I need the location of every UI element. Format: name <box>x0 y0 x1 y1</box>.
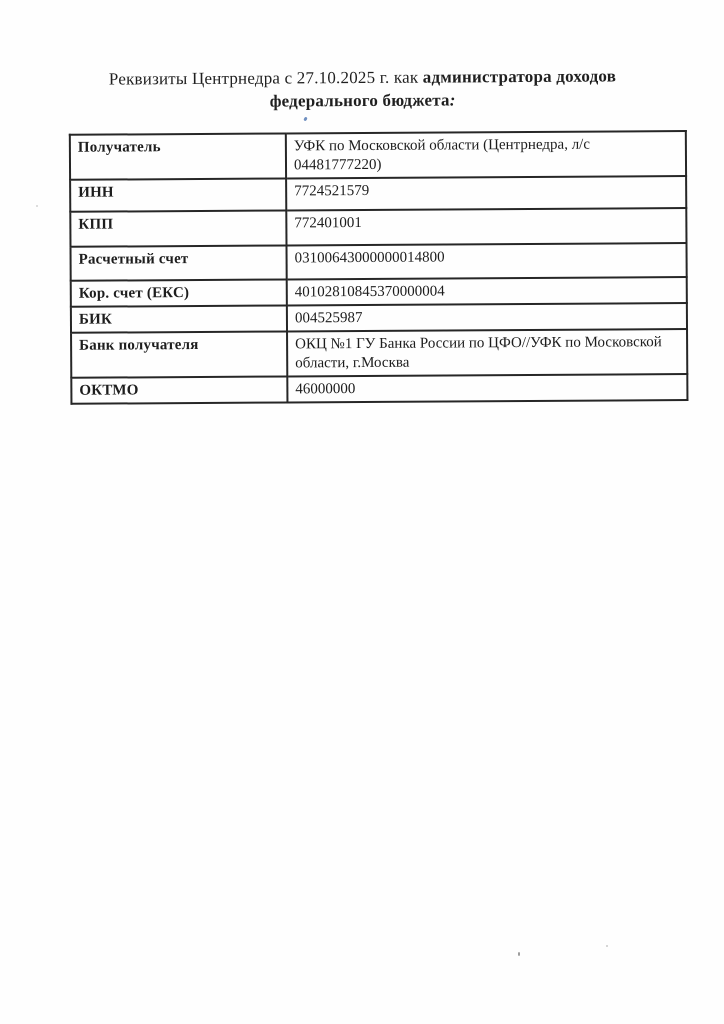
scan-artifact-speck <box>518 952 520 956</box>
scan-artifact-speck <box>606 945 608 947</box>
table-row <box>71 277 687 307</box>
row-value-cell: 03100643000000014800 <box>286 243 686 279</box>
scan-artifact-blue-speck <box>303 117 308 122</box>
table-row <box>70 176 686 212</box>
scan-artifact-speck <box>36 205 38 207</box>
row-label-cell: БИК <box>71 305 287 332</box>
table-row <box>71 303 687 333</box>
row-label-cell: Банк получателя <box>71 331 287 377</box>
row-value-cell: 46000000 <box>287 374 687 402</box>
title-bold-part: администратора доходов <box>422 66 617 87</box>
title-colon: : <box>449 90 456 110</box>
table-row <box>70 208 686 247</box>
row-label-cell: ОКТМО <box>71 376 287 403</box>
row-value-cell: 7724521579 <box>286 176 686 210</box>
table-row <box>71 329 687 378</box>
document-title <box>70 64 654 114</box>
row-value-cell: 40102810845370000004 <box>287 277 687 305</box>
row-label-cell: Кор. счет (ЕКС) <box>71 279 287 306</box>
row-label-cell: ИНН <box>70 178 286 211</box>
table-row <box>70 131 686 180</box>
row-value-cell: УФК по Московской области (Центрнедра, л/с 04481777220) <box>286 131 686 178</box>
row-value-cell: ОКЦ №1 ГУ Банка России по ЦФО//УФК по Московской области, г.Москва <box>287 329 687 376</box>
scan-content <box>0 0 724 399</box>
row-value-cell: 004525987 <box>287 303 687 331</box>
row-label-cell: Расчетный счет <box>71 245 287 280</box>
title-regular-part: Реквизиты Центрнедра с 27.10.2025 г. как <box>108 67 423 89</box>
requisites-table <box>69 130 689 405</box>
title-line2-bold: федерального бюджета <box>269 90 450 111</box>
row-label-cell: Получатель <box>70 133 286 179</box>
row-label-cell: КПП <box>70 210 286 246</box>
table-row <box>71 374 687 404</box>
table-row <box>71 243 687 281</box>
row-value-cell: 772401001 <box>286 208 686 245</box>
